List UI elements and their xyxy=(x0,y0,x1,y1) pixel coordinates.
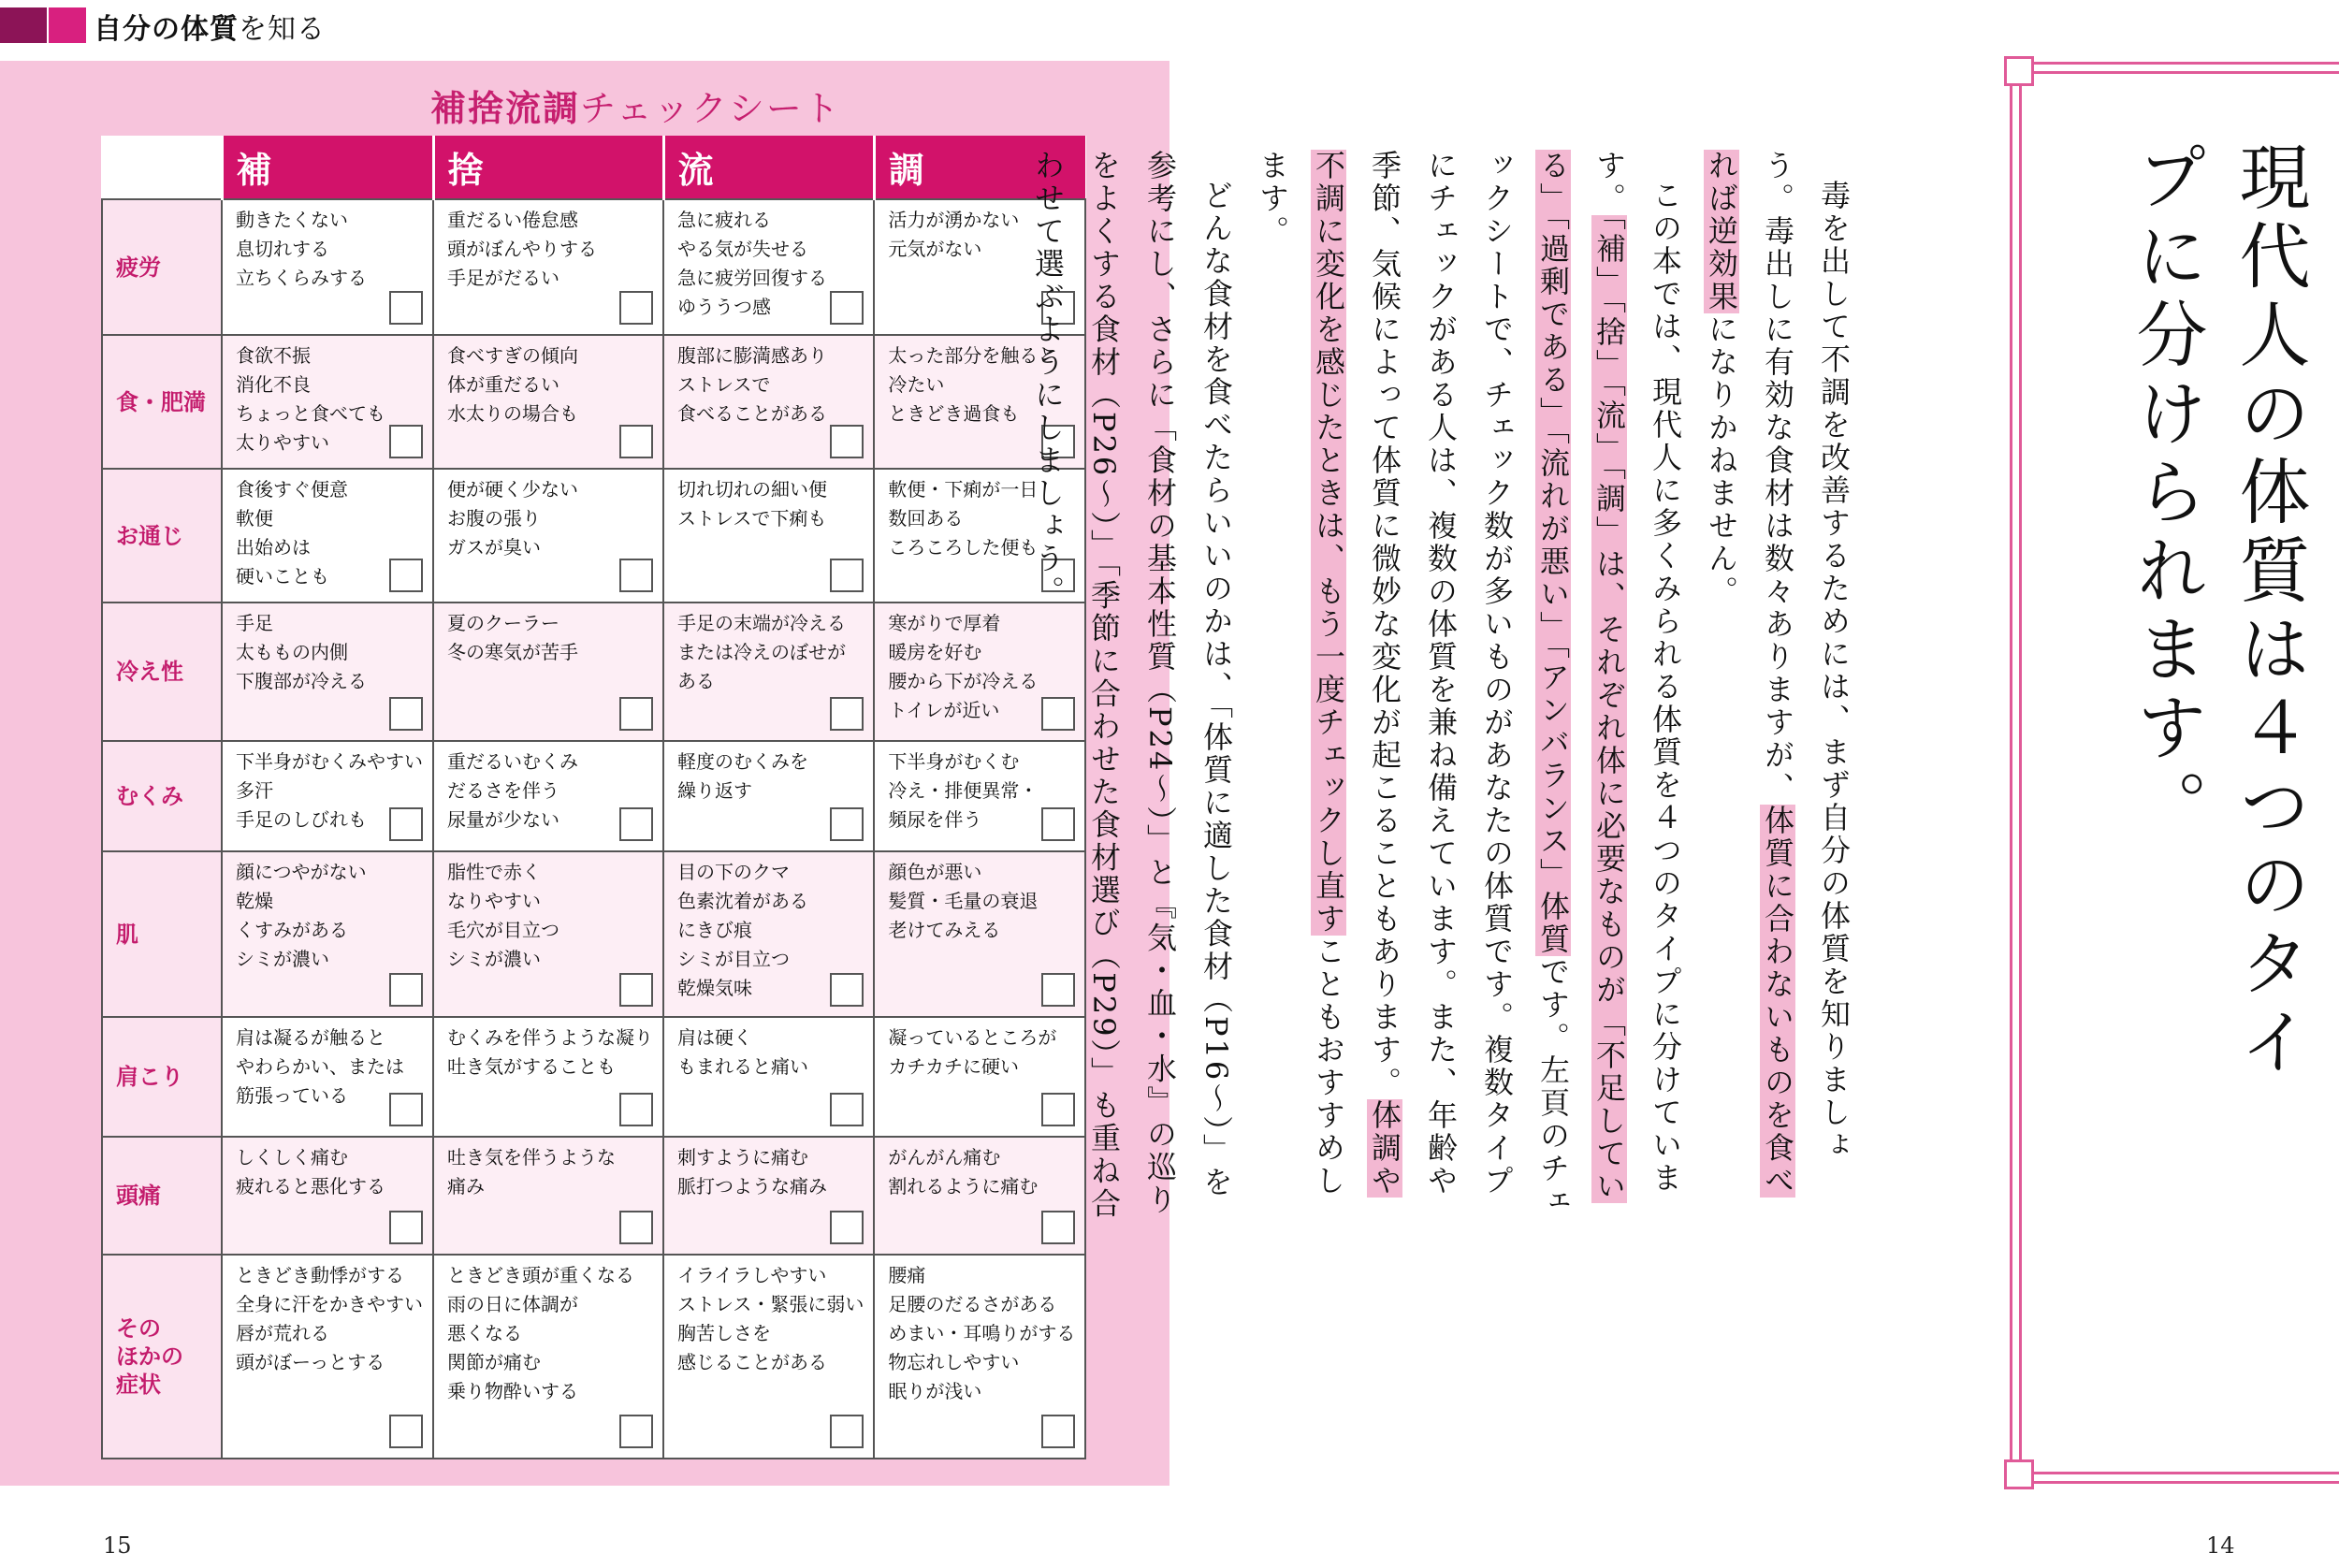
symptom-text: 脂性で赤く xyxy=(447,861,541,883)
symptom-text: 暖房を好む xyxy=(888,641,982,663)
row-label: 疲労 xyxy=(102,199,222,335)
symptom-checkbox[interactable] xyxy=(389,425,423,458)
symptom-checkbox[interactable] xyxy=(619,1211,653,1244)
symptom-text: 胸苦しさを xyxy=(677,1322,771,1344)
symptom-text: ストレスで xyxy=(677,373,771,396)
table-row xyxy=(102,603,1085,741)
symptom-cell xyxy=(433,603,663,741)
header-accent-pink xyxy=(49,7,86,43)
symptom-text: 動きたくない xyxy=(236,209,348,231)
symptom-cell xyxy=(663,1137,874,1255)
symptom-text: 吐き気を伴うような xyxy=(447,1146,616,1169)
symptom-text: 下半身がむくむ xyxy=(888,750,1020,773)
symptom-text: 尿量が少ない xyxy=(447,808,559,831)
symptom-checkbox[interactable] xyxy=(619,1415,653,1448)
symptom-text: 目の下のクマ xyxy=(677,861,790,883)
symptom-checkbox[interactable] xyxy=(619,291,653,325)
symptom-cell xyxy=(222,603,433,741)
symptom-text: 髪質・毛量の衰退 xyxy=(888,890,1039,912)
table-row xyxy=(102,851,1085,1017)
table-row xyxy=(102,1137,1085,1255)
row-label: むくみ xyxy=(102,741,222,851)
symptom-checkbox[interactable] xyxy=(830,697,864,731)
body-text: この本では、現代人に多くみられる体質を４つのタイプに分けています。 xyxy=(1591,150,1683,1195)
symptom-text: イライラしやすい xyxy=(677,1264,827,1286)
column-header-3: 調 xyxy=(874,136,1085,199)
row-label: お通じ xyxy=(102,469,222,603)
symptom-cell xyxy=(663,335,874,469)
symptom-cell xyxy=(222,1017,433,1137)
symptom-text: シミが目立つ xyxy=(677,948,790,970)
symptom-text: 重だるい倦怠感 xyxy=(447,209,578,231)
row-label: 肌 xyxy=(102,851,222,1017)
row-label: 食・肥満 xyxy=(102,335,222,469)
symptom-cell xyxy=(222,741,433,851)
symptom-text: 顔色が悪い xyxy=(888,861,982,883)
symptom-text: ゆううつ感 xyxy=(677,296,771,318)
symptom-cell xyxy=(433,851,663,1017)
symptom-text: ときどき動悸がする xyxy=(236,1264,404,1286)
symptom-text: ガスが臭い xyxy=(447,536,541,559)
symptom-checkbox[interactable] xyxy=(619,697,653,731)
symptom-text: 凝っているところが xyxy=(888,1026,1057,1049)
article-body xyxy=(1030,150,1862,1226)
symptom-text: 全身に汗をかきやすい xyxy=(236,1293,423,1315)
symptom-text: 急に疲労回復する xyxy=(677,267,827,289)
body-text: になりかねません。 xyxy=(1704,313,1739,608)
article-paragraph xyxy=(1244,150,1693,1226)
symptom-checkbox[interactable] xyxy=(389,807,423,841)
body-text: どんな食材を食べたらいいのかは、「体質に適した食材（P16〜）」を参考にし、さらに「食材の基本性質（P24〜）」と『気・血・水』の巡りをよくする食材（P26〜）」「季節に合わせた食材選び（P29）」も重ね合わせて選ぶようにしましょう。 xyxy=(1030,150,1234,1221)
symptom-cell xyxy=(222,1137,433,1255)
symptom-text: 顔につやがない xyxy=(236,861,367,883)
symptom-text: 繰り返す xyxy=(677,779,752,802)
symptom-cell xyxy=(433,741,663,851)
symptom-text: 毛穴が目立つ xyxy=(447,919,559,941)
symptom-checkbox[interactable] xyxy=(619,425,653,458)
symptom-text: 割れるように痛む xyxy=(888,1175,1039,1198)
symptom-text: だるさを伴う xyxy=(447,779,559,802)
symptom-cell xyxy=(433,1255,663,1459)
symptom-cell xyxy=(663,741,874,851)
symptom-text: ときどき過食も xyxy=(888,402,1020,425)
table-row xyxy=(102,199,1085,335)
table-row xyxy=(102,1017,1085,1137)
symptom-text: シミが濃い xyxy=(447,948,541,970)
symptom-text: 切れ切れの細い便 xyxy=(677,478,827,501)
symptom-text: むくみを伴うような凝り xyxy=(447,1026,653,1049)
symptom-text: 冷たい xyxy=(888,373,945,396)
symptom-checkbox[interactable] xyxy=(389,559,423,592)
symptom-text: 手足 xyxy=(236,612,273,634)
symptom-text: 軟便 xyxy=(236,507,273,530)
symptom-text: ときどき頭が重くなる xyxy=(447,1264,634,1286)
symptom-text: 軽度のむくみを xyxy=(677,750,808,773)
symptom-text: または冷えのぼせが xyxy=(677,641,846,663)
table-corner xyxy=(102,136,222,199)
check-sheet-table xyxy=(101,136,1086,1459)
symptom-text: 寒がりで厚着 xyxy=(888,612,1001,634)
column-header-1: 捨 xyxy=(433,136,663,199)
symptom-text: お腹の張り xyxy=(447,507,541,530)
page-number-left: 15 xyxy=(103,1532,132,1559)
symptom-text: 乾燥 xyxy=(236,890,273,912)
symptom-checkbox[interactable] xyxy=(389,291,423,325)
symptom-text: 夏のクーラー xyxy=(447,612,559,634)
symptom-text: 重だるいむくみ xyxy=(447,750,578,773)
symptom-cell xyxy=(433,1017,663,1137)
symptom-checkbox[interactable] xyxy=(830,1415,864,1448)
symptom-text: 腰痛 xyxy=(888,1264,926,1286)
table-row xyxy=(102,469,1085,603)
symptom-text: 頭がぼんやりする xyxy=(447,238,597,260)
symptom-text: ころころした便も xyxy=(888,536,1039,559)
symptom-checkbox[interactable] xyxy=(830,291,864,325)
symptom-text: 食べすぎの傾向 xyxy=(447,344,578,367)
symptom-text: 太りやすい xyxy=(236,431,329,454)
symptom-text: くすみがある xyxy=(236,919,348,941)
row-label: 肩こり xyxy=(102,1017,222,1137)
symptom-text: 食べることがある xyxy=(677,402,827,425)
symptom-text: 頻尿を伴う xyxy=(888,808,982,831)
symptom-text: 足腰のだるさがある xyxy=(888,1293,1057,1315)
column-header-2: 流 xyxy=(663,136,874,199)
symptom-checkbox[interactable] xyxy=(619,1093,653,1126)
article-paragraph xyxy=(1020,150,1244,1226)
symptom-text: 立ちくらみする xyxy=(236,267,367,289)
symptom-text: 便が硬く少ない xyxy=(447,478,578,501)
symptom-text: 吐き気がすることも xyxy=(447,1055,616,1078)
symptom-cell xyxy=(433,469,663,603)
symptom-checkbox[interactable] xyxy=(619,559,653,592)
symptom-text: 消化不良 xyxy=(236,373,311,396)
page-header xyxy=(0,0,1170,51)
symptom-text: もまれると痛い xyxy=(677,1055,808,1078)
symptom-checkbox[interactable] xyxy=(830,1093,864,1126)
symptom-cell xyxy=(663,469,874,603)
symptom-text: 水太りの場合も xyxy=(447,402,578,425)
symptom-text: 乾燥気味 xyxy=(677,977,752,999)
symptom-text: なりやすい xyxy=(447,890,541,912)
symptom-checkbox[interactable] xyxy=(619,807,653,841)
row-label: その ほかの 症状 xyxy=(102,1255,222,1459)
symptom-cell xyxy=(663,199,874,335)
symptom-text: 肩は凝るが触ると xyxy=(236,1026,385,1049)
body-text: です。左頁のチェックシートで、チェック数が多いものがあなたの体質です。複数タイプにチェックがある人は、複数の体質を兼ね備えています。また、年齢や季節、気候によって体質に微妙な変化が起こることもあります。 xyxy=(1367,150,1571,1218)
symptom-text: 手足がだるい xyxy=(447,267,559,289)
symptom-text: ある xyxy=(677,670,715,692)
symptom-text: 痛み xyxy=(447,1175,485,1198)
symptom-text: 出始めは xyxy=(236,536,311,559)
symptom-text: 眠りが浅い xyxy=(888,1380,982,1402)
symptom-text: 物忘れしやすい xyxy=(888,1351,1020,1373)
symptom-text: 感じることがある xyxy=(677,1351,827,1373)
symptom-text: 手足の末端が冷える xyxy=(677,612,846,634)
symptom-text: 元気がない xyxy=(888,238,982,260)
symptom-text: 食欲不振 xyxy=(236,344,311,367)
symptom-text: 頭がぼーっとする xyxy=(236,1351,385,1373)
symptom-text: 唇が荒れる xyxy=(236,1322,329,1344)
symptom-checkbox[interactable] xyxy=(389,1093,423,1126)
symptom-text: 息切れする xyxy=(236,238,329,260)
body-text: こともおすすめします。 xyxy=(1255,150,1346,1198)
symptom-text: トイレが近い xyxy=(888,699,1000,721)
column-header-0: 補 xyxy=(222,136,433,199)
symptom-checkbox[interactable] xyxy=(830,559,864,592)
symptom-text: 悪くなる xyxy=(447,1322,522,1344)
symptom-cell xyxy=(874,1255,1085,1459)
symptom-cell xyxy=(663,603,874,741)
symptom-text: にきび痕 xyxy=(677,919,752,941)
symptom-cell xyxy=(222,469,433,603)
symptom-text: 太ももの内側 xyxy=(236,641,348,663)
table-row xyxy=(102,335,1085,469)
symptom-text: 硬いことも xyxy=(236,565,329,588)
symptom-checkbox[interactable] xyxy=(830,807,864,841)
symptom-cell xyxy=(222,851,433,1017)
symptom-checkbox[interactable] xyxy=(389,973,423,1007)
article-title: 現代人の体質は４つのタイプに分けられます。 xyxy=(2125,140,2311,1083)
symptom-text: 筋張っている xyxy=(236,1084,348,1107)
symptom-text: やる気が失せる xyxy=(677,238,808,260)
check-sheet-title: 補捨流調チェックシート xyxy=(430,88,841,129)
symptom-cell xyxy=(663,1017,874,1137)
highlighted-text: 「補」「捨」「流」「調」は、それぞれ体に必要なものが「不足している」「過剰である」「流れが悪い」「アンバランス」体質 xyxy=(1535,150,1627,1203)
page-number-right: 14 xyxy=(2206,1532,2235,1559)
symptom-text: 脈打つような痛み xyxy=(677,1175,827,1198)
symptom-text: 乗り物酔いする xyxy=(447,1380,578,1402)
symptom-text: やわらかい、または xyxy=(236,1055,404,1078)
body-text: 毒を出して不調を改善するためには、まず自分の体質を知りましょう。毒出しに有効な食材は数々ありますが、 xyxy=(1760,150,1852,1162)
symptom-text: 冬の寒気が苦手 xyxy=(447,641,578,663)
symptom-cell xyxy=(222,1255,433,1459)
table-row xyxy=(102,1255,1085,1459)
highlighted-text: 体調や不調に変化を感じたときは、もう一度チェックし直す xyxy=(1311,150,1402,1198)
symptom-text: 冷え・排便異常・ xyxy=(888,779,1039,802)
symptom-checkbox[interactable] xyxy=(619,973,653,1007)
symptom-cell xyxy=(433,199,663,335)
symptom-checkbox[interactable] xyxy=(389,1211,423,1244)
symptom-text: 刺すように痛む xyxy=(677,1146,808,1169)
symptom-cell xyxy=(433,1137,663,1255)
table-row xyxy=(102,741,1085,851)
symptom-checkbox[interactable] xyxy=(389,1415,423,1448)
row-label: 頭痛 xyxy=(102,1137,222,1255)
symptom-text: 多汗 xyxy=(236,779,273,802)
symptom-checkbox[interactable] xyxy=(830,1211,864,1244)
highlighted-text: 体質に合わないものを食べれば逆効果 xyxy=(1704,150,1795,1198)
symptom-text: ストレスで下痢も xyxy=(677,507,827,530)
symptom-checkbox[interactable] xyxy=(830,973,864,1007)
symptom-cell xyxy=(222,335,433,469)
symptom-text: 下半身がむくみやすい xyxy=(236,750,423,773)
symptom-text: 急に疲れる xyxy=(677,209,771,231)
symptom-cell xyxy=(663,851,874,1017)
symptom-checkbox[interactable] xyxy=(830,425,864,458)
symptom-text: カチカチに硬い xyxy=(888,1055,1020,1078)
symptom-text: 軟便・下痢が一日 xyxy=(888,478,1039,501)
symptom-text: 疲れると悪化する xyxy=(236,1175,385,1198)
symptom-text: しくしく痛む xyxy=(236,1146,348,1169)
symptom-text: 下腹部が冷える xyxy=(236,670,367,692)
row-label: 冷え性 xyxy=(102,603,222,741)
symptom-text: 活力が湧かない xyxy=(888,209,1020,231)
symptom-text: 体が重だるい xyxy=(447,373,559,396)
symptom-text: 雨の日に体調が xyxy=(447,1293,578,1315)
header-accent-dark xyxy=(0,7,47,43)
symptom-cell xyxy=(222,199,433,335)
symptom-text: 色素沈着がある xyxy=(677,890,808,912)
symptom-text: 関節が痛む xyxy=(447,1351,541,1373)
symptom-text: 腹部に膨満感あり xyxy=(677,344,827,367)
symptom-checkbox[interactable] xyxy=(1041,1415,1075,1448)
symptom-text: 老けてみえる xyxy=(888,919,1001,941)
symptom-text: ちょっと食べても xyxy=(236,402,385,425)
symptom-text: 食後すぐ便意 xyxy=(236,478,348,501)
symptom-checkbox[interactable] xyxy=(389,697,423,731)
symptom-text: がんがん痛む xyxy=(888,1146,1001,1169)
symptom-text: 太った部分を触ると xyxy=(888,344,1057,367)
symptom-text: シミが濃い xyxy=(236,948,329,970)
symptom-text: ストレス・緊張に弱い xyxy=(677,1293,864,1315)
section-title: 自分の体質を知る xyxy=(94,13,326,46)
symptom-text: めまい・耳鳴りがする xyxy=(888,1322,1076,1344)
symptom-cell xyxy=(433,335,663,469)
symptom-cell xyxy=(663,1255,874,1459)
symptom-text: 腰から下が冷える xyxy=(888,670,1039,692)
symptom-text: 数回ある xyxy=(888,507,964,530)
article-paragraph xyxy=(1693,150,1862,1226)
symptom-text: 肩は硬く xyxy=(677,1026,752,1049)
symptom-text: 手足のしびれも xyxy=(236,808,367,831)
